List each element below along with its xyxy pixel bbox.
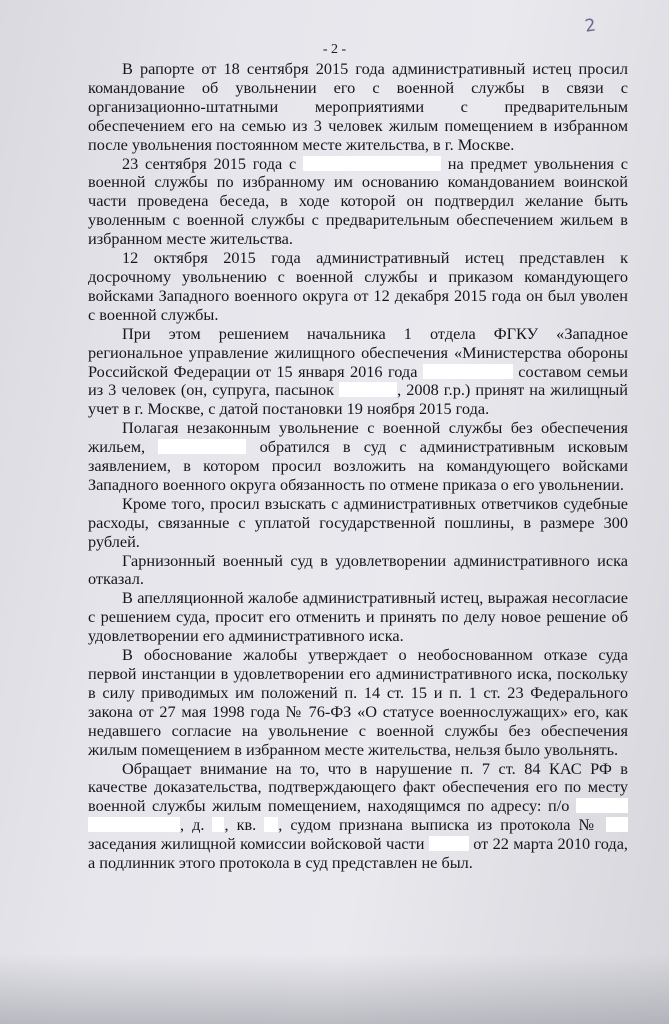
paragraph-10 — [88, 760, 628, 873]
paragraph-5-text-a: Полагая незаконным увольнение с военной службы без обеспечения жильем, — [88, 418, 628, 457]
redaction-block — [339, 382, 397, 397]
paragraph-1: В рапорте от 18 сентября 2015 года административный истец просил командование об увольнении его с военной службы в связи с организационно-штатными мероприятиями с предварительным обеспечением его на семью из 3 человек жилым помещением в избранном после увольнения постоянном месте жительства, в г. Москве. — [88, 59, 628, 154]
redaction-block — [212, 817, 224, 832]
paragraph-8: В апелляционной жалобе административный истец, выражая несогласие с решением суда, просит его отменить и принять по делу новое решение об удовлетворении его административного иска. — [88, 588, 628, 646]
page-number: - 2 - — [322, 42, 347, 57]
paragraph-5 — [88, 419, 628, 495]
redaction-block — [429, 836, 469, 851]
redaction-block — [158, 439, 246, 454]
paragraph-10-text-c: , кв. — [224, 815, 257, 835]
paragraph-10-text-d: , судом признана выписка из протокола № — [278, 815, 598, 835]
paragraph-9: В обоснование жалобы утверждает о необоснованном отказе суда первой инстанции в удовлетворении его административного иска, поскольку в силу приводимых им положений п. 14 ст. 15 и п. 1 ст. 23 Федерального закона от 27 мая 1998 года № 76-ФЗ «О статусе военнослужащих» его, как недавшего согласие на увольнение с военной службы без обеспечения жилым помещением в избранном месте жительства, нельзя было увольнять. — [88, 645, 628, 759]
redaction-block — [88, 817, 180, 832]
paragraph-6: Кроме того, просил взыскать с административных ответчиков судебные расходы, связанные с уплатой государственной пошлины, в размере 300 рублей. — [88, 493, 628, 551]
paragraph-5-text-b: обратился в суд с административным исковым заявлением, в котором просил возложить на командующего войсками Западного военного округа обязанность по отмене приказа о его увольнении. — [88, 437, 628, 494]
paragraph-2-text-a: 23 сентября 2015 года с — [122, 153, 297, 173]
paragraph-10-text-f: от 22 марта 2010 года, а подлинник этого протокола в суд представлен не был. — [88, 834, 628, 873]
paragraph-2-text-b: на предмет увольнения с военной службы по избранному им основанию командованием воинской части проведена беседа, в ходе которой он подтвердил желание быть уволенным с военной службы с предварительным обеспечением жильем в избранном месте жительства. — [88, 153, 628, 249]
paragraph-10-text-e: заседания жилищной комиссии войсковой части — [88, 834, 425, 854]
paragraph-10-text-a: Обращает внимание на то, что в нарушение п. 7 ст. 84 КАС РФ в качестве доказательства, подтверждающего факт обеспечения его по месту военной службы жилым помещением, находящимся по адресу: п/о — [88, 758, 628, 816]
paragraph-2 — [88, 155, 628, 250]
paragraph-10-text-b: , д. — [180, 815, 205, 835]
paragraph-4 — [88, 325, 628, 420]
redaction-block — [576, 798, 628, 813]
paragraph-4-text-b: составом семьи из 3 человек (он, супруга, пасынок — [88, 361, 628, 400]
paragraph-4-text-a: При этом решением начальника 1 отдела ФГКУ «Западное региональное управление жилищного обеспечения «Министерства обороны Российской Федерации от 15 января 2016 года — [88, 323, 628, 381]
redaction-block — [423, 364, 513, 379]
paragraph-3: 12 октября 2015 года административный истец представлен к досрочному увольнению с военной службы и приказом командующего войсками Западного военного округа от 12 декабря 2015 года он был уволен с военной службы. — [88, 248, 628, 324]
paragraph-7: Гарнизонный военный суд в удовлетворении административного иска отказал. — [88, 550, 628, 589]
redaction-block — [606, 817, 628, 832]
redaction-block — [303, 156, 441, 171]
document-body — [88, 60, 628, 873]
paragraph-4-text-c: , 2008 г.р.) принят на жилищный учет в г. Москве, с датой постановки 19 ноября 2015 года. — [88, 380, 628, 419]
redaction-block — [264, 817, 278, 832]
handwritten-page-mark: 2 — [583, 15, 598, 37]
